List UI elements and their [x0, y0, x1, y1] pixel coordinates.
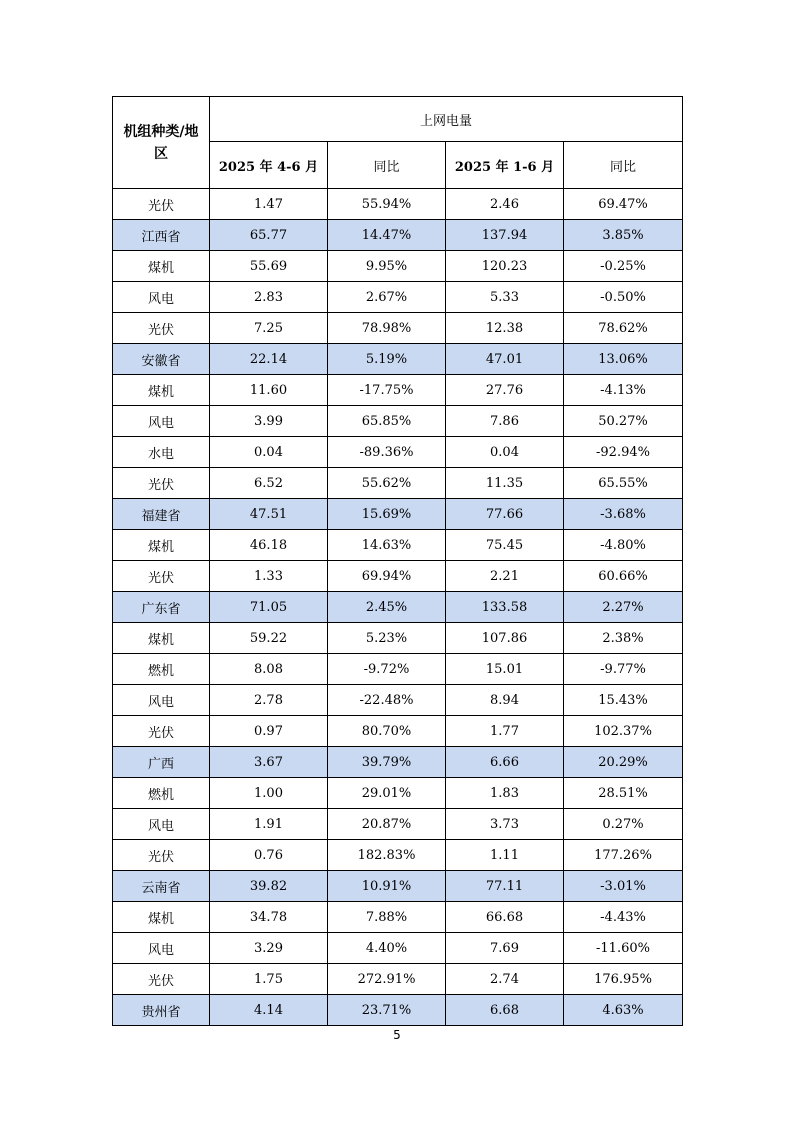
row-h1-yoy-cell: 176.95%: [564, 964, 683, 995]
row-h1-yoy-cell: 78.62%: [564, 313, 683, 344]
row-h1-yoy-cell: 65.55%: [564, 468, 683, 499]
row-h1-yoy-cell: 0.27%: [564, 809, 683, 840]
row-h1-yoy-cell: -0.25%: [564, 251, 683, 282]
table-row: [113, 778, 683, 809]
row-name-cell: 风电: [113, 933, 210, 964]
row-h1-yoy-cell: -4.13%: [564, 375, 683, 406]
row-q2-value-cell: 2.78: [210, 685, 328, 716]
table-row: [113, 282, 683, 313]
row-q2-value-cell: 4.14: [210, 995, 328, 1026]
row-h1-yoy-cell: 177.26%: [564, 840, 683, 871]
row-q2-value-cell: 1.33: [210, 561, 328, 592]
row-h1-yoy-cell: -4.80%: [564, 530, 683, 561]
row-q2-value-cell: 1.91: [210, 809, 328, 840]
row-name-cell: 福建省: [113, 499, 210, 530]
table-row: [113, 530, 683, 561]
row-q2-value-cell: 1.47: [210, 189, 328, 220]
table-row: [113, 964, 683, 995]
table-row: [113, 654, 683, 685]
row-q2-value-cell: 8.08: [210, 654, 328, 685]
row-h1-yoy-cell: 102.37%: [564, 716, 683, 747]
row-name-cell: 江西省: [113, 220, 210, 251]
row-q2-yoy-cell: 2.67%: [328, 282, 446, 313]
row-h1-yoy-cell: 3.85%: [564, 220, 683, 251]
row-h1-yoy-cell: -92.94%: [564, 437, 683, 468]
row-q2-value-cell: 0.76: [210, 840, 328, 871]
row-h1-value-cell: 1.83: [446, 778, 564, 809]
table-row: [113, 406, 683, 437]
row-q2-yoy-cell: 23.71%: [328, 995, 446, 1026]
row-h1-yoy-cell: -0.50%: [564, 282, 683, 313]
row-name-cell: 光伏: [113, 840, 210, 871]
row-q2-value-cell: 34.78: [210, 902, 328, 933]
row-name-cell: 广东省: [113, 592, 210, 623]
row-h1-yoy-cell: -4.43%: [564, 902, 683, 933]
row-q2-value-cell: 3.67: [210, 747, 328, 778]
row-h1-value-cell: 2.21: [446, 561, 564, 592]
row-q2-value-cell: 2.83: [210, 282, 328, 313]
row-h1-value-cell: 107.86: [446, 623, 564, 654]
row-name-cell: 风电: [113, 282, 210, 313]
row-h1-value-cell: 75.45: [446, 530, 564, 561]
row-q2-value-cell: 7.25: [210, 313, 328, 344]
table-row: [113, 933, 683, 964]
row-q2-yoy-cell: -17.75%: [328, 375, 446, 406]
generation-table: [112, 96, 683, 1026]
table-row: [113, 623, 683, 654]
row-h1-value-cell: 47.01: [446, 344, 564, 375]
table-row: [113, 809, 683, 840]
row-name-cell: 安徽省: [113, 344, 210, 375]
row-q2-value-cell: 46.18: [210, 530, 328, 561]
row-h1-yoy-cell: 13.06%: [564, 344, 683, 375]
row-name-cell: 光伏: [113, 313, 210, 344]
row-name-cell: 煤机: [113, 530, 210, 561]
row-name-cell: 水电: [113, 437, 210, 468]
row-q2-value-cell: 59.22: [210, 623, 328, 654]
row-name-cell: 光伏: [113, 716, 210, 747]
header-q2-2025: 2025 年 4-6 月: [210, 142, 328, 189]
table-row: [113, 189, 683, 220]
row-h1-value-cell: 3.73: [446, 809, 564, 840]
row-q2-value-cell: 6.52: [210, 468, 328, 499]
row-q2-value-cell: 1.00: [210, 778, 328, 809]
row-h1-value-cell: 5.33: [446, 282, 564, 313]
table-body: [113, 189, 683, 1026]
row-h1-value-cell: 1.77: [446, 716, 564, 747]
row-q2-value-cell: 0.97: [210, 716, 328, 747]
row-name-cell: 燃机: [113, 778, 210, 809]
table-row: [113, 313, 683, 344]
row-name-cell: 燃机: [113, 654, 210, 685]
row-q2-value-cell: 11.60: [210, 375, 328, 406]
row-q2-yoy-cell: 10.91%: [328, 871, 446, 902]
row-q2-yoy-cell: 7.88%: [328, 902, 446, 933]
row-h1-value-cell: 2.74: [446, 964, 564, 995]
row-h1-value-cell: 120.23: [446, 251, 564, 282]
row-h1-yoy-cell: 69.47%: [564, 189, 683, 220]
header-q2-yoy: 同比: [328, 142, 446, 189]
row-q2-yoy-cell: 182.83%: [328, 840, 446, 871]
row-name-cell: 光伏: [113, 189, 210, 220]
row-h1-value-cell: 6.68: [446, 995, 564, 1026]
province-row: [113, 871, 683, 902]
header-region-type: [113, 97, 210, 189]
row-q2-value-cell: 3.99: [210, 406, 328, 437]
row-q2-yoy-cell: 9.95%: [328, 251, 446, 282]
row-h1-value-cell: 8.94: [446, 685, 564, 716]
row-h1-value-cell: 77.66: [446, 499, 564, 530]
table-row: [113, 375, 683, 406]
province-row: [113, 592, 683, 623]
province-row: [113, 499, 683, 530]
row-name-cell: 广西: [113, 747, 210, 778]
row-name-cell: 光伏: [113, 964, 210, 995]
row-name-cell: 光伏: [113, 561, 210, 592]
province-row: [113, 995, 683, 1026]
header-grid-power: 上网电量: [210, 97, 683, 142]
province-row: [113, 747, 683, 778]
row-h1-yoy-cell: 15.43%: [564, 685, 683, 716]
row-q2-yoy-cell: 15.69%: [328, 499, 446, 530]
table-row: [113, 561, 683, 592]
row-q2-value-cell: 71.05: [210, 592, 328, 623]
row-h1-value-cell: 0.04: [446, 437, 564, 468]
row-q2-yoy-cell: 2.45%: [328, 592, 446, 623]
row-q2-yoy-cell: 80.70%: [328, 716, 446, 747]
row-h1-yoy-cell: -3.01%: [564, 871, 683, 902]
row-name-cell: 云南省: [113, 871, 210, 902]
province-row: [113, 220, 683, 251]
row-h1-yoy-cell: 20.29%: [564, 747, 683, 778]
row-h1-yoy-cell: 28.51%: [564, 778, 683, 809]
row-name-cell: 光伏: [113, 468, 210, 499]
data-table-container: [112, 96, 682, 1026]
row-name-cell: 贵州省: [113, 995, 210, 1026]
row-h1-value-cell: 7.86: [446, 406, 564, 437]
table-row: [113, 716, 683, 747]
table-row: [113, 902, 683, 933]
row-q2-yoy-cell: 69.94%: [328, 561, 446, 592]
row-q2-yoy-cell: 14.63%: [328, 530, 446, 561]
row-q2-value-cell: 39.82: [210, 871, 328, 902]
row-q2-yoy-cell: 39.79%: [328, 747, 446, 778]
row-h1-value-cell: 12.38: [446, 313, 564, 344]
row-q2-yoy-cell: 55.94%: [328, 189, 446, 220]
table-row: [113, 468, 683, 499]
row-q2-value-cell: 1.75: [210, 964, 328, 995]
row-name-cell: 风电: [113, 406, 210, 437]
row-h1-yoy-cell: -11.60%: [564, 933, 683, 964]
row-q2-yoy-cell: 5.19%: [328, 344, 446, 375]
row-q2-value-cell: 0.04: [210, 437, 328, 468]
row-name-cell: 煤机: [113, 623, 210, 654]
table-row: [113, 437, 683, 468]
row-q2-yoy-cell: 272.91%: [328, 964, 446, 995]
row-h1-value-cell: 2.46: [446, 189, 564, 220]
row-h1-value-cell: 137.94: [446, 220, 564, 251]
row-h1-value-cell: 6.66: [446, 747, 564, 778]
row-h1-yoy-cell: 60.66%: [564, 561, 683, 592]
row-h1-yoy-cell: 2.38%: [564, 623, 683, 654]
row-h1-value-cell: 66.68: [446, 902, 564, 933]
row-q2-yoy-cell: 65.85%: [328, 406, 446, 437]
row-h1-value-cell: 133.58: [446, 592, 564, 623]
row-name-cell: 煤机: [113, 375, 210, 406]
row-q2-value-cell: 47.51: [210, 499, 328, 530]
province-row: [113, 344, 683, 375]
row-h1-yoy-cell: -3.68%: [564, 499, 683, 530]
row-name-cell: 风电: [113, 809, 210, 840]
table-row: [113, 840, 683, 871]
row-name-cell: 煤机: [113, 902, 210, 933]
row-q2-value-cell: 65.77: [210, 220, 328, 251]
row-h1-value-cell: 1.11: [446, 840, 564, 871]
row-q2-yoy-cell: 14.47%: [328, 220, 446, 251]
row-q2-yoy-cell: 20.87%: [328, 809, 446, 840]
row-q2-value-cell: 22.14: [210, 344, 328, 375]
row-h1-yoy-cell: 2.27%: [564, 592, 683, 623]
row-q2-yoy-cell: -89.36%: [328, 437, 446, 468]
row-q2-yoy-cell: -22.48%: [328, 685, 446, 716]
header-h1-yoy: 同比: [564, 142, 683, 189]
row-h1-yoy-cell: 4.63%: [564, 995, 683, 1026]
table-row: [113, 251, 683, 282]
row-name-cell: 煤机: [113, 251, 210, 282]
row-q2-yoy-cell: 4.40%: [328, 933, 446, 964]
row-name-cell: 风电: [113, 685, 210, 716]
row-h1-value-cell: 7.69: [446, 933, 564, 964]
row-q2-value-cell: 55.69: [210, 251, 328, 282]
row-h1-value-cell: 15.01: [446, 654, 564, 685]
row-q2-yoy-cell: 78.98%: [328, 313, 446, 344]
row-h1-yoy-cell: -9.77%: [564, 654, 683, 685]
table-row: [113, 685, 683, 716]
row-q2-value-cell: 3.29: [210, 933, 328, 964]
row-h1-yoy-cell: 50.27%: [564, 406, 683, 437]
row-q2-yoy-cell: 55.62%: [328, 468, 446, 499]
row-q2-yoy-cell: 5.23%: [328, 623, 446, 654]
row-h1-value-cell: 27.76: [446, 375, 564, 406]
row-q2-yoy-cell: -9.72%: [328, 654, 446, 685]
header-h1-2025: 2025 年 1-6 月: [446, 142, 564, 189]
row-h1-value-cell: 77.11: [446, 871, 564, 902]
row-q2-yoy-cell: 29.01%: [328, 778, 446, 809]
row-h1-value-cell: 11.35: [446, 468, 564, 499]
page-number: 5: [393, 1028, 401, 1042]
header-region-type-label: 机组种类/地区: [123, 123, 199, 162]
